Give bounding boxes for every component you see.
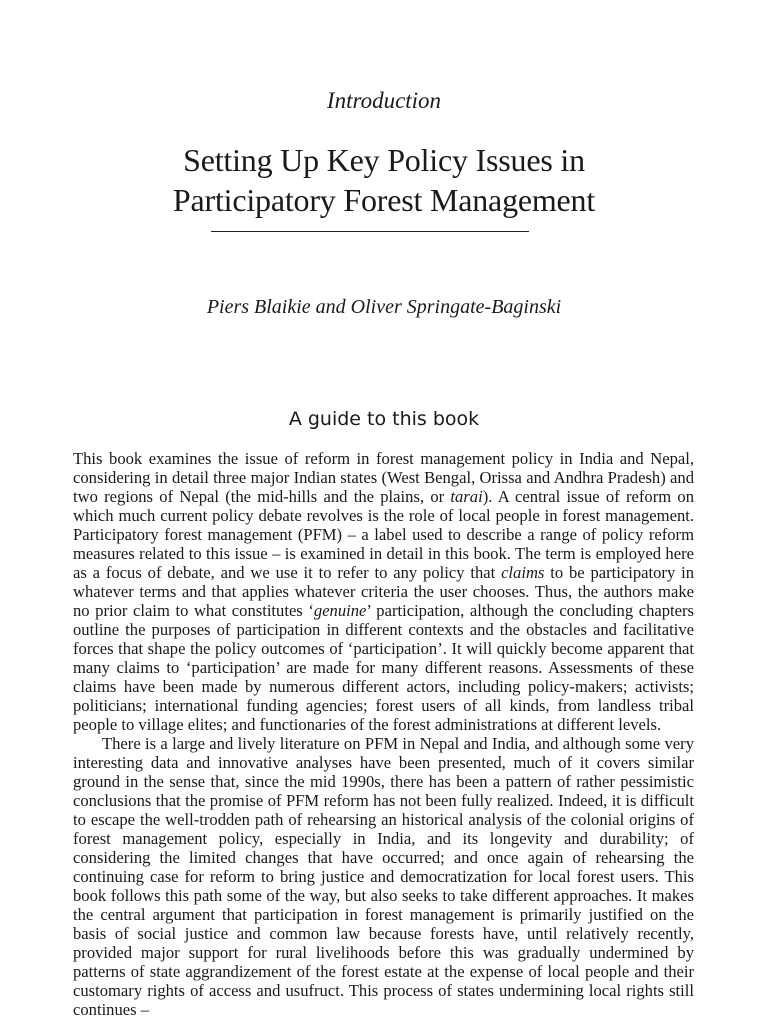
chapter-kicker: Introduction	[326, 88, 442, 113]
paragraph-1-italic-tarai: tarai	[450, 487, 483, 506]
section-heading: A guide to this book	[288, 408, 480, 430]
chapter-title-line-2: Participatory Forest Management	[172, 182, 596, 218]
body-text	[73, 449, 694, 1019]
chapter-authors: Piers Blaikie and Oliver Springate-Baginski	[206, 296, 562, 318]
chapter-title-line-1: Setting Up Key Policy Issues in	[183, 142, 585, 178]
paragraph-1-text-a: This book examines the issue of reform in forest management policy in India and Nepal, considering in detail three major Indian states (West Bengal, Orissa and Andhra Pradesh) and two regions of Nepal (the mid-hills and the plains, or	[73, 449, 694, 506]
paragraph-1-text-b: ). A central issue of reform on which much current policy debate revolves is the role of local people in forest management. Participatory forest management (PFM) – a label used to describe a range of policy reform measures related to this issue – is examined in detail in this book. The term is employed here as a focus of debate, and we use it to refer to any policy that	[73, 487, 694, 582]
paragraph-2-text: There is a large and lively literature on PFM in Nepal and India, and although some very interesting data and innovative analyses have been presented, much of it covers similar ground in the sense that, since the mid 1990s, there has been a pattern of rather pessimistic conclusions that the promise of PFM reform has not been fully realized. Indeed, it is difficult to escape the well-trodden path of rehearsing an historical analysis of the colonial origins of forest management policy, especially in India, and its longevity and durability; of considering the limited changes that have occurred; and once again of rehearsing the continuing case for reform to bring justice and democratization for local forest users. This book follows this path some of the way, but also seeks to take different approaches. It makes the central argument that participation in forest management is primarily justified on the basis of social justice and common law because forests have, until relatively recently, provided major support for rural livelihoods before this was gradually undermined by patterns of state aggrandizement of the forest estate at the expense of local people and their customary rights of access and usufruct. This process of states undermining local rights still continues –	[73, 734, 694, 1019]
paragraph-1-text-c: to be participatory in whatever terms and that applies whatever criteria the user chooses. Thus, the authors make no prior claim to what constitutes ‘	[73, 563, 694, 620]
chapter-title	[0, 140, 768, 220]
paragraph-1-italic-genuine: genuine	[313, 601, 367, 620]
paragraph-2	[73, 734, 694, 1019]
title-divider	[211, 231, 529, 232]
paragraph-1	[73, 449, 694, 734]
paragraph-1-italic-claims: claims	[501, 563, 545, 582]
paragraph-1-text-d: ’ participation, although the concluding chapters outline the purposes of participation in different contexts and the obstacles and facilitative forces that shape the policy outcomes of ‘participation’. It will quickly become apparent that many claims to ‘participation’ are made for many different reasons. Assessments of these claims have been made by numerous different actors, including policy-makers; activists; politicians; international funding agencies; forest users of all kinds, from landless tribal people to village elites; and functionaries of the forest administrations at different levels.	[73, 601, 695, 734]
